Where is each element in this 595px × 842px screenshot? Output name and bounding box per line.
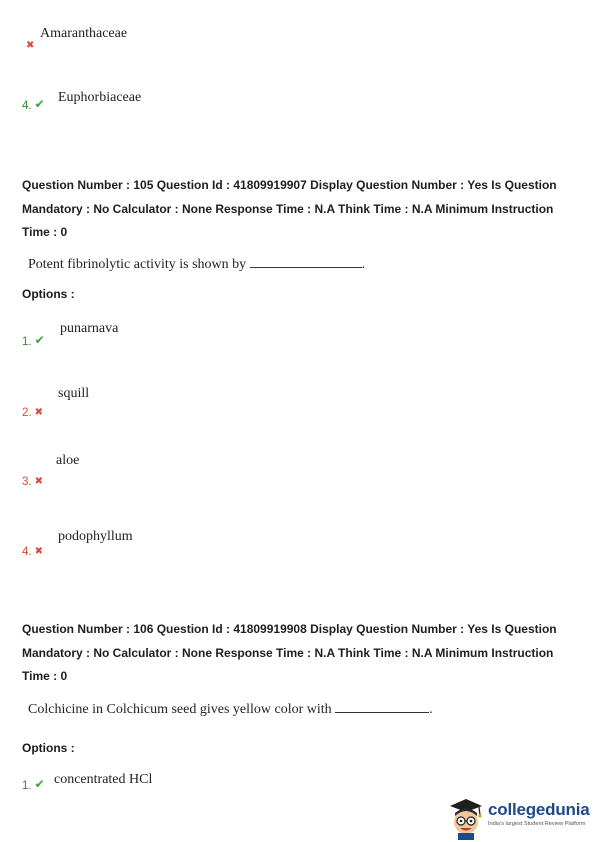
meta-line: Time : 0 (22, 225, 68, 239)
prev-option-4-text: Euphorbiaceae (58, 90, 142, 105)
question-stem: Colchicine in Colchicum seed gives yellow color with (28, 702, 332, 717)
prev-option-4 (22, 96, 45, 114)
check-icon: ✔ (34, 777, 45, 791)
option-1-text: concentrated HCl (54, 772, 153, 787)
option-4 (22, 542, 43, 560)
option-3-text: aloe (56, 453, 80, 468)
logo-name: collegedunia (488, 800, 590, 819)
options-label: Options : (22, 287, 75, 301)
meta-line: Question Number : 106 Question Id : 41809919908 Display Question Number : Yes Is Question (22, 622, 557, 636)
collegedunia-logo (446, 796, 595, 842)
meta-line: Time : 0 (22, 669, 68, 683)
question-text (28, 700, 433, 718)
option-1 (22, 776, 45, 794)
answer-blank (335, 700, 429, 713)
check-icon: ✔ (34, 97, 45, 111)
meta-line: Question Number : 105 Question Id : 41809919907 Display Question Number : Yes Is Question (22, 178, 557, 192)
option-number: 1. (22, 780, 32, 792)
question-end: . (429, 702, 433, 717)
cross-icon: ✖ (34, 407, 43, 418)
meta-line: Mandatory : No Calculator : None Response Time : N.A Think Time : N.A Minimum Instruction (22, 645, 554, 660)
option-1-text: punarnava (60, 321, 119, 336)
question-meta (22, 618, 587, 689)
options-label: Options : (22, 741, 75, 755)
option-2 (22, 403, 43, 421)
cross-icon: ✖ (26, 40, 35, 51)
cross-icon: ✖ (34, 546, 43, 557)
option-number: 4. (22, 546, 32, 558)
option-2-text: squill (58, 386, 90, 401)
logo-tagline: India's largest Student Review Platform (488, 821, 586, 827)
question-stem: Potent fibrinolytic activity is shown by (28, 257, 247, 272)
option-4-text: podophyllum (58, 529, 133, 544)
question-end: . (361, 257, 366, 272)
option-number: 1. (22, 336, 32, 348)
meta-line: Mandatory : No Calculator : None Response Time : N.A Think Time : N.A Minimum Instruction (22, 201, 554, 216)
answer-blank (250, 255, 362, 268)
option-number: 2. (22, 407, 32, 419)
mascot-icon (446, 796, 486, 840)
option-number: 3. (22, 476, 32, 488)
option-number: 4. (22, 100, 32, 112)
prev-option-text: Amaranthaceae (40, 26, 128, 41)
option-3 (22, 472, 43, 490)
check-icon: ✔ (34, 333, 45, 347)
question-meta (22, 174, 587, 245)
question-text (28, 255, 365, 273)
cross-icon: ✖ (34, 476, 43, 487)
option-1 (22, 332, 45, 350)
